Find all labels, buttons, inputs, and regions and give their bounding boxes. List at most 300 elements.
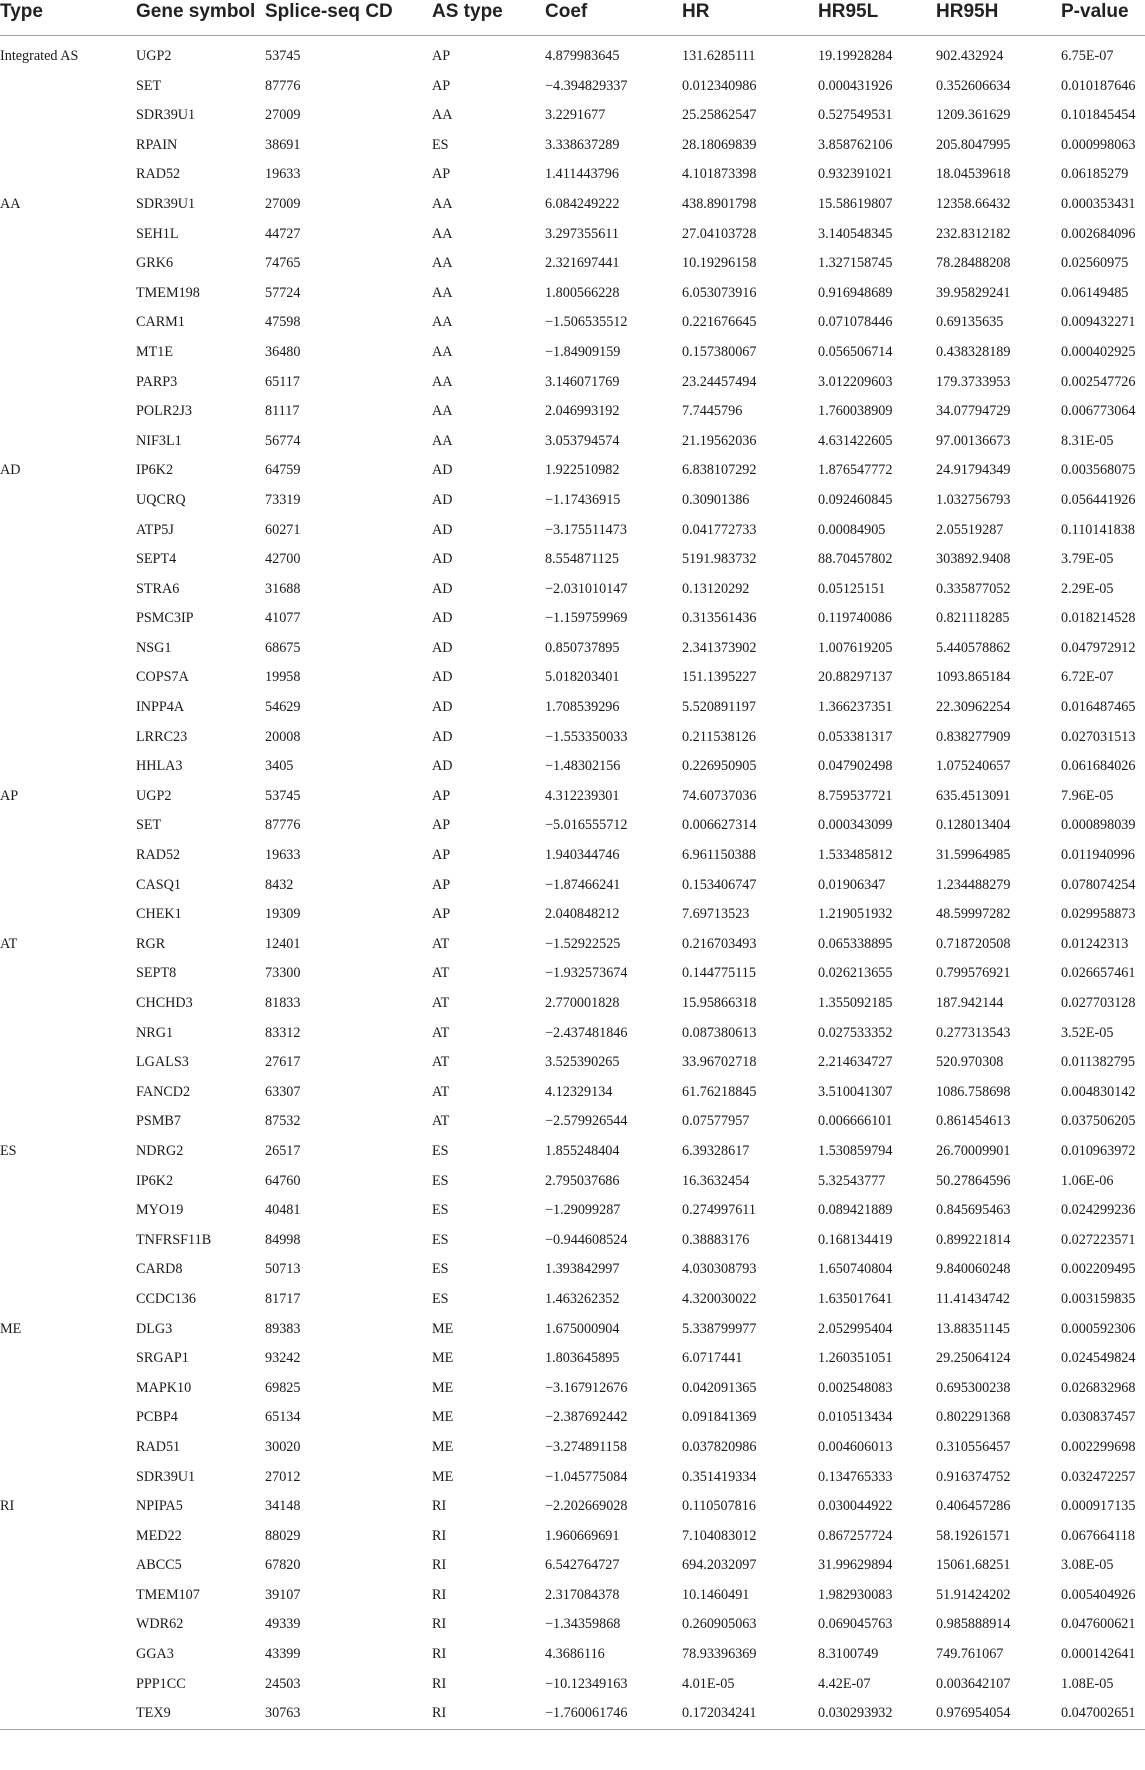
cell-type xyxy=(0,1463,136,1493)
cell-type xyxy=(0,811,136,841)
cell-coef: 4.312239301 xyxy=(545,787,620,804)
cell-type xyxy=(0,752,136,782)
cell-p-value: 0.06185279 xyxy=(1061,166,1129,183)
cell-hr95h: 1209.361629 xyxy=(936,107,1011,124)
cell-gene-symbol: DLG3 xyxy=(136,1320,173,1337)
cell-hr95h: 0.916374752 xyxy=(936,1468,1011,1485)
cell-coef: 3.525390265 xyxy=(545,1054,620,1071)
cell-type xyxy=(0,1640,136,1670)
cell-hr95h: 179.3733953 xyxy=(936,373,1011,390)
cell-splice-seq-cd: 54629 xyxy=(265,699,301,716)
cell-type xyxy=(0,1019,136,1049)
cell-hr95l: 0.527549531 xyxy=(818,107,893,124)
cell-splice-seq-cd: 26517 xyxy=(265,1142,301,1159)
cell-hr95h: 97.00136673 xyxy=(936,432,1011,449)
table-body xyxy=(0,36,1145,1729)
cell-hr95l: 0.002548083 xyxy=(818,1379,893,1396)
cell-as-type: AT xyxy=(432,995,450,1011)
cell-coef: 1.411443796 xyxy=(545,166,619,183)
cell-type xyxy=(0,1522,136,1552)
cell-hr95h: 2.05519287 xyxy=(936,521,1004,538)
cell-gene-symbol: CARD8 xyxy=(136,1261,183,1278)
cell-hr95l: 0.065338895 xyxy=(818,935,893,952)
cell-hr95h: 11.41434742 xyxy=(936,1290,1010,1307)
cell-p-value: 0.003568075 xyxy=(1061,462,1136,479)
cell-hr95l: 0.916948689 xyxy=(818,284,893,301)
cell-hr95h: 0.335877052 xyxy=(936,580,1011,597)
cell-gene-symbol: NSG1 xyxy=(136,639,172,656)
cell-type xyxy=(0,101,136,131)
table-row xyxy=(0,545,1145,575)
table-row xyxy=(0,249,1145,279)
cell-hr: 0.157380067 xyxy=(682,343,757,360)
cell-hr95l: 0.00084905 xyxy=(818,521,886,538)
cell-hr95l: 0.027533352 xyxy=(818,1024,893,1041)
cell-gene-symbol: NDRG2 xyxy=(136,1142,184,1159)
table-row xyxy=(0,1019,1145,1049)
cell-splice-seq-cd: 53745 xyxy=(265,48,301,64)
cell-hr: 438.8901798 xyxy=(682,195,757,212)
table-row xyxy=(0,397,1145,427)
cell-hr: 5191.983732 xyxy=(682,551,757,568)
cell-hr95l: 0.05125151 xyxy=(818,580,886,597)
cell-hr: 10.19296158 xyxy=(682,255,757,272)
cell-as-type: ME xyxy=(432,1409,454,1426)
cell-splice-seq-cd: 20008 xyxy=(265,728,301,745)
cell-hr95h: 303892.9408 xyxy=(936,551,1011,568)
cell-hr95l: 1.635017641 xyxy=(818,1290,893,1307)
cell-p-value: 0.000592306 xyxy=(1061,1320,1136,1337)
cell-gene-symbol: PPP1CC xyxy=(136,1675,186,1692)
cell-hr: 78.93396369 xyxy=(682,1646,757,1663)
cell-coef: 4.12329134 xyxy=(545,1083,613,1100)
table-row xyxy=(0,1581,1145,1611)
cell-hr: 6.838107292 xyxy=(682,462,757,479)
cell-hr95h: 749.761067 xyxy=(936,1646,1004,1663)
cell-splice-seq-cd: 74765 xyxy=(265,255,301,272)
table-row xyxy=(0,456,1145,486)
cell-type xyxy=(0,634,136,664)
cell-gene-symbol: SEH1L xyxy=(136,225,179,242)
cell-p-value: 0.002209495 xyxy=(1061,1261,1136,1278)
cell-p-value: 0.006773064 xyxy=(1061,403,1136,420)
cell-as-type: ME xyxy=(432,1379,454,1396)
cell-as-type: AD xyxy=(432,669,453,686)
table-row xyxy=(0,308,1145,338)
cell-as-type: AP xyxy=(432,876,451,893)
cell-p-value: 0.027703128 xyxy=(1061,995,1136,1011)
cell-p-value: 0.000142641 xyxy=(1061,1646,1136,1663)
cell-hr95l: 20.88297137 xyxy=(818,669,893,686)
table-row xyxy=(0,1522,1145,1552)
cell-as-type: RI xyxy=(432,1616,447,1633)
cell-hr95h: 0.976954054 xyxy=(936,1705,1011,1722)
cell-hr95h: 51.91424202 xyxy=(936,1586,1011,1603)
cell-hr95l: 0.119740086 xyxy=(818,610,892,627)
cell-hr95l: 0.004606013 xyxy=(818,1438,893,1455)
cell-gene-symbol: UQCRQ xyxy=(136,491,186,508)
cell-splice-seq-cd: 12401 xyxy=(265,935,301,952)
cell-hr95h: 0.406457286 xyxy=(936,1498,1011,1515)
cell-gene-symbol: RGR xyxy=(136,935,166,952)
cell-splice-seq-cd: 81117 xyxy=(265,403,300,420)
cell-as-type: AD xyxy=(432,462,453,479)
cell-type xyxy=(0,1374,136,1404)
cell-gene-symbol: CCDC136 xyxy=(136,1290,196,1307)
cell-type xyxy=(0,989,136,1019)
cell-as-type: ES xyxy=(432,1202,449,1219)
cell-type xyxy=(0,1403,136,1433)
cell-hr95l: 0.069045763 xyxy=(818,1616,893,1633)
cell-as-type: AD xyxy=(432,699,453,716)
cell-hr95l: 1.650740804 xyxy=(818,1261,893,1278)
cell-hr95l: 0.006666101 xyxy=(818,1113,893,1130)
cell-type xyxy=(0,1285,136,1315)
cell-p-value: 6.72E-07 xyxy=(1061,669,1114,686)
cell-as-type: RI xyxy=(432,1586,447,1603)
cell-hr: 0.211538126 xyxy=(682,728,756,745)
cell-coef: 8.554871125 xyxy=(545,551,619,568)
cell-type xyxy=(0,308,136,338)
cell-coef: 1.922510982 xyxy=(545,462,620,479)
cell-gene-symbol: CHCHD3 xyxy=(136,995,193,1011)
cell-p-value: 0.002684096 xyxy=(1061,225,1136,242)
cell-hr95l: 1.366237351 xyxy=(818,699,893,716)
cell-coef: 1.675000904 xyxy=(545,1320,620,1337)
table-row xyxy=(0,1610,1145,1640)
cell-p-value: 3.79E-05 xyxy=(1061,551,1114,568)
cell-as-type: AA xyxy=(432,225,453,242)
cell-hr95h: 0.003642107 xyxy=(936,1675,1011,1692)
cell-hr: 0.226950905 xyxy=(682,758,757,775)
cell-hr95h: 0.838277909 xyxy=(936,728,1011,745)
cell-hr95h: 50.27864596 xyxy=(936,1172,1011,1189)
cell-coef: 1.708539296 xyxy=(545,699,620,716)
cell-as-type: AD xyxy=(432,728,453,745)
cell-as-type: AT xyxy=(432,935,450,952)
cell-hr95l: 0.134765333 xyxy=(818,1468,893,1485)
cell-hr: 15.95866318 xyxy=(682,995,757,1011)
cell-coef: 4.3686116 xyxy=(545,1646,605,1663)
table-row xyxy=(0,160,1145,190)
cell-p-value: 0.002299698 xyxy=(1061,1438,1136,1455)
cell-hr95l: 3.858762106 xyxy=(818,136,893,153)
cell-gene-symbol: SDR39U1 xyxy=(136,1468,196,1485)
cell-type: AP xyxy=(0,787,19,804)
cell-p-value: 1.08E-05 xyxy=(1061,1675,1114,1692)
cell-p-value: 0.047002651 xyxy=(1061,1705,1136,1722)
cell-hr: 7.7445796 xyxy=(682,403,743,420)
cell-as-type: AD xyxy=(432,639,453,656)
cell-p-value: 3.52E-05 xyxy=(1061,1024,1114,1041)
cell-splice-seq-cd: 63307 xyxy=(265,1083,301,1100)
header-hr95h: HR95H xyxy=(936,1,999,22)
cell-p-value: 0.047600621 xyxy=(1061,1616,1136,1633)
cell-hr95l: 1.760038909 xyxy=(818,403,893,420)
cell-hr95h: 1.032756793 xyxy=(936,491,1011,508)
cell-gene-symbol: RPAIN xyxy=(136,136,178,153)
cell-coef: −3.274891158 xyxy=(545,1438,627,1455)
cell-hr95l: 8.3100749 xyxy=(818,1646,879,1663)
table-row xyxy=(0,989,1145,1019)
cell-splice-seq-cd: 50713 xyxy=(265,1261,301,1278)
cell-as-type: ME xyxy=(432,1350,454,1367)
cell-as-type: ME xyxy=(432,1468,454,1485)
cell-coef: 2.795037686 xyxy=(545,1172,620,1189)
cell-coef: −1.29099287 xyxy=(545,1202,621,1219)
cell-coef: −1.34359868 xyxy=(545,1616,621,1633)
cell-p-value: 8.31E-05 xyxy=(1061,432,1114,449)
cell-hr: 0.091841369 xyxy=(682,1409,757,1426)
cell-splice-seq-cd: 67820 xyxy=(265,1557,301,1574)
table-row xyxy=(0,516,1145,546)
cell-gene-symbol: NIF3L1 xyxy=(136,432,182,449)
cell-p-value: 0.005404926 xyxy=(1061,1586,1136,1603)
table-row xyxy=(0,1315,1145,1345)
cell-as-type: AA xyxy=(432,284,453,301)
cell-p-value: 2.29E-05 xyxy=(1061,580,1114,597)
cell-type xyxy=(0,545,136,575)
cell-coef: −1.17436915 xyxy=(545,491,621,508)
cell-hr95l: 15.58619807 xyxy=(818,195,893,212)
cell-hr: 23.24457494 xyxy=(682,373,757,390)
cell-hr95l: 8.759537721 xyxy=(818,787,893,804)
table-row xyxy=(0,1640,1145,1670)
cell-splice-seq-cd: 44727 xyxy=(265,225,301,242)
cell-hr: 0.313561436 xyxy=(682,610,757,627)
table-row xyxy=(0,752,1145,782)
cell-as-type: AT xyxy=(432,965,450,982)
cell-as-type: AA xyxy=(432,343,453,360)
table-row xyxy=(0,1699,1145,1729)
cell-p-value: 0.078074254 xyxy=(1061,876,1136,893)
cell-as-type: AA xyxy=(432,432,453,449)
cell-splice-seq-cd: 30763 xyxy=(265,1705,301,1722)
cell-hr: 6.053073916 xyxy=(682,284,757,301)
cell-hr95l: 0.030293932 xyxy=(818,1705,893,1722)
cell-as-type: AA xyxy=(432,255,453,272)
cell-hr95h: 1086.758698 xyxy=(936,1083,1011,1100)
cell-splice-seq-cd: 53745 xyxy=(265,787,301,804)
header-splice-seq-cd: Splice-seq CD xyxy=(265,1,393,22)
table-row xyxy=(0,427,1145,457)
cell-coef: −1.506535512 xyxy=(545,314,628,331)
cell-p-value: 0.000898039 xyxy=(1061,817,1136,834)
cell-hr: 25.25862547 xyxy=(682,107,757,124)
cell-gene-symbol: STRA6 xyxy=(136,580,180,597)
table-bottom-rule xyxy=(0,1729,1145,1730)
cell-splice-seq-cd: 49339 xyxy=(265,1616,301,1633)
cell-splice-seq-cd: 81833 xyxy=(265,995,301,1011)
cell-coef: −1.52922525 xyxy=(545,935,621,952)
cell-as-type: AA xyxy=(432,107,453,124)
cell-coef: 3.297355611 xyxy=(545,225,619,242)
cell-type: AT xyxy=(0,935,18,952)
cell-gene-symbol: CHEK1 xyxy=(136,906,182,923)
cell-as-type: AP xyxy=(432,906,451,923)
cell-gene-symbol: PSMC3IP xyxy=(136,610,194,627)
cell-type xyxy=(0,368,136,398)
cell-splice-seq-cd: 69825 xyxy=(265,1379,301,1396)
table-row xyxy=(0,811,1145,841)
cell-p-value: 0.029958873 xyxy=(1061,906,1136,923)
cell-splice-seq-cd: 19633 xyxy=(265,847,301,864)
cell-p-value: 0.009432271 xyxy=(1061,314,1136,331)
cell-hr95l: 1.530859794 xyxy=(818,1142,893,1159)
cell-coef: 1.855248404 xyxy=(545,1142,620,1159)
cell-gene-symbol: TEX9 xyxy=(136,1705,171,1722)
cell-type xyxy=(0,604,136,634)
cell-splice-seq-cd: 88029 xyxy=(265,1527,301,1544)
cell-hr: 0.110507816 xyxy=(682,1498,756,1515)
table-row xyxy=(0,693,1145,723)
cell-gene-symbol: IP6K2 xyxy=(136,1172,174,1189)
cell-hr: 33.96702718 xyxy=(682,1054,757,1071)
cell-gene-symbol: CARM1 xyxy=(136,314,185,331)
cell-hr95h: 48.59997282 xyxy=(936,906,1011,923)
table-row xyxy=(0,1463,1145,1493)
cell-hr: 0.30901386 xyxy=(682,491,750,508)
cell-coef: −1.48302156 xyxy=(545,758,621,775)
cell-hr95l: 0.089421889 xyxy=(818,1202,893,1219)
cell-p-value: 0.06149485 xyxy=(1061,284,1129,301)
cell-hr: 0.153406747 xyxy=(682,876,757,893)
cell-as-type: AD xyxy=(432,580,453,597)
cell-p-value: 0.024299236 xyxy=(1061,1202,1136,1219)
cell-as-type: ME xyxy=(432,1438,454,1455)
cell-type: AD xyxy=(0,462,21,479)
cell-hr95h: 0.985888914 xyxy=(936,1616,1011,1633)
cell-p-value: 0.01242313 xyxy=(1061,935,1129,952)
cell-coef: −2.031010147 xyxy=(545,580,628,597)
cell-hr95l: 88.70457802 xyxy=(818,551,893,568)
header-coef: Coef xyxy=(545,1,588,22)
cell-type xyxy=(0,279,136,309)
cell-coef: −2.579926544 xyxy=(545,1113,628,1130)
cell-hr95h: 0.310556457 xyxy=(936,1438,1011,1455)
cell-hr: 0.012340986 xyxy=(682,77,757,94)
cell-p-value: 6.75E-07 xyxy=(1061,48,1114,64)
cell-splice-seq-cd: 36480 xyxy=(265,343,301,360)
cell-type xyxy=(0,249,136,279)
cell-hr: 0.172034241 xyxy=(682,1705,757,1722)
cell-splice-seq-cd: 24503 xyxy=(265,1675,301,1692)
cell-coef: −1.84909159 xyxy=(545,343,621,360)
cell-hr: 27.04103728 xyxy=(682,225,757,242)
cell-as-type: AT xyxy=(432,1113,450,1130)
table-row xyxy=(0,959,1145,989)
cell-hr95h: 232.8312182 xyxy=(936,225,1011,242)
cell-coef: −3.175511473 xyxy=(545,521,627,538)
table-row xyxy=(0,1551,1145,1581)
cell-hr95l: 0.092460845 xyxy=(818,491,893,508)
cell-as-type: AP xyxy=(432,787,451,804)
cell-type: Integrated AS xyxy=(0,48,79,64)
cell-coef: 1.463262352 xyxy=(545,1290,620,1307)
cell-hr: 0.221676645 xyxy=(682,314,757,331)
cell-type xyxy=(0,693,136,723)
cell-hr95h: 1.234488279 xyxy=(936,876,1011,893)
cell-gene-symbol: GGA3 xyxy=(136,1646,174,1663)
table-header xyxy=(0,0,1145,36)
cell-p-value: 0.037506205 xyxy=(1061,1113,1136,1130)
cell-hr: 151.1395227 xyxy=(682,669,757,686)
cell-as-type: AT xyxy=(432,1083,450,1100)
cell-hr95h: 0.899221814 xyxy=(936,1231,1011,1248)
cell-type xyxy=(0,1610,136,1640)
cell-coef: −1.045775084 xyxy=(545,1468,628,1485)
cell-hr: 131.6285111 xyxy=(682,48,756,64)
cell-gene-symbol: RAD51 xyxy=(136,1438,181,1455)
cell-hr95l: 0.000343099 xyxy=(818,817,893,834)
cell-p-value: 7.96E-05 xyxy=(1061,787,1114,804)
cell-type xyxy=(0,338,136,368)
table-row xyxy=(0,486,1145,516)
table-row xyxy=(0,338,1145,368)
cell-splice-seq-cd: 47598 xyxy=(265,314,301,331)
cell-hr95h: 0.69135635 xyxy=(936,314,1004,331)
header-row xyxy=(0,0,1145,36)
cell-splice-seq-cd: 43399 xyxy=(265,1646,301,1663)
cell-as-type: RI xyxy=(432,1527,447,1544)
cell-p-value: 0.000353431 xyxy=(1061,195,1136,212)
cell-splice-seq-cd: 30020 xyxy=(265,1438,301,1455)
cell-p-value: 0.02560975 xyxy=(1061,255,1129,272)
cell-type xyxy=(0,663,136,693)
table-row xyxy=(0,1167,1145,1197)
cell-splice-seq-cd: 60271 xyxy=(265,521,301,538)
cell-type xyxy=(0,723,136,753)
cell-as-type: RI xyxy=(432,1646,447,1663)
cell-p-value: 3.08E-05 xyxy=(1061,1557,1114,1574)
cell-type xyxy=(0,1078,136,1108)
cell-type xyxy=(0,959,136,989)
cell-hr95l: 1.260351051 xyxy=(818,1350,893,1367)
cell-type xyxy=(0,397,136,427)
cell-gene-symbol: RAD52 xyxy=(136,847,181,864)
cell-as-type: ES xyxy=(432,1290,449,1307)
cell-type xyxy=(0,900,136,930)
cell-as-type: AA xyxy=(432,195,453,212)
cell-hr95l: 1.327158745 xyxy=(818,255,893,272)
cell-splice-seq-cd: 41077 xyxy=(265,610,301,627)
cell-hr95h: 520.970308 xyxy=(936,1054,1004,1071)
table-row xyxy=(0,1344,1145,1374)
table-row xyxy=(0,782,1145,812)
cell-hr95h: 0.277313543 xyxy=(936,1024,1011,1041)
table-row xyxy=(0,1078,1145,1108)
cell-splice-seq-cd: 89383 xyxy=(265,1320,301,1337)
cell-hr95h: 0.695300238 xyxy=(936,1379,1011,1396)
cell-type xyxy=(0,160,136,190)
cell-gene-symbol: TMEM198 xyxy=(136,284,200,301)
cell-hr: 6.0717441 xyxy=(682,1350,743,1367)
cell-gene-symbol: LRRC23 xyxy=(136,728,188,745)
cell-gene-symbol: SET xyxy=(136,77,162,94)
cell-as-type: ME xyxy=(432,1320,454,1337)
cell-hr: 0.216703493 xyxy=(682,935,757,952)
cell-hr95l: 0.071078446 xyxy=(818,314,893,331)
table-row xyxy=(0,1255,1145,1285)
cell-splice-seq-cd: 19958 xyxy=(265,669,301,686)
cell-splice-seq-cd: 73319 xyxy=(265,491,301,508)
cell-hr95h: 0.799576921 xyxy=(936,965,1011,982)
cell-gene-symbol: WDR62 xyxy=(136,1616,184,1633)
cell-coef: 2.040848212 xyxy=(545,906,620,923)
cell-hr95l: 1.219051932 xyxy=(818,906,893,923)
cell-hr95h: 58.19261571 xyxy=(936,1527,1011,1544)
cell-p-value: 0.002547726 xyxy=(1061,373,1136,390)
